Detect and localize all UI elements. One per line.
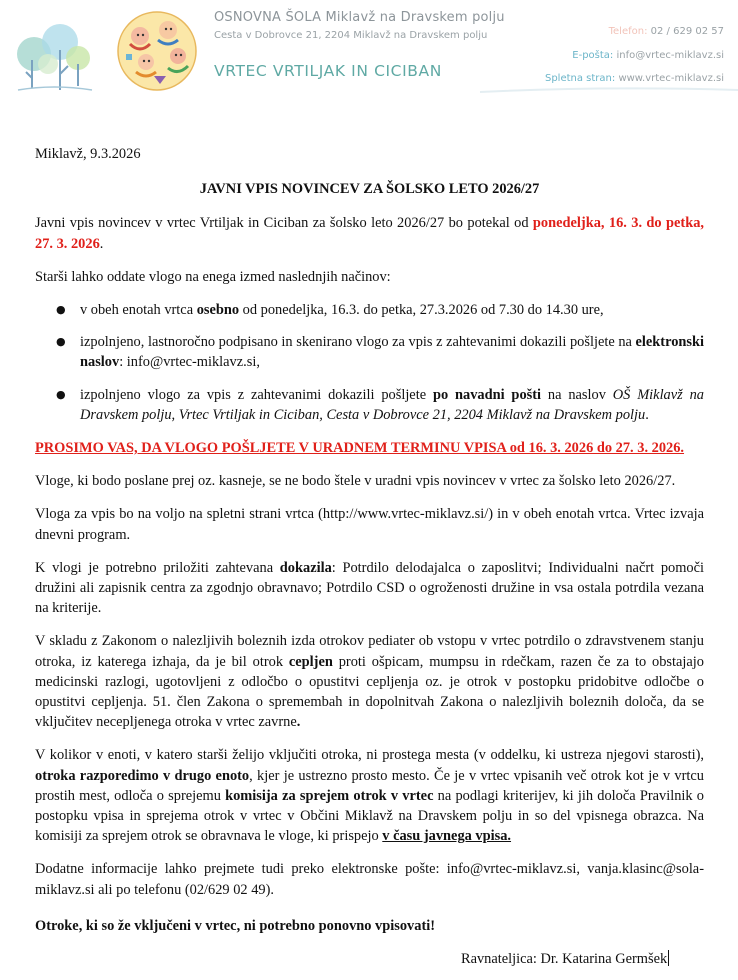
web-label: Spletna stran: — [544, 73, 616, 84]
letterhead-divider — [0, 84, 738, 96]
method-3-bold: po navadni pošti — [432, 386, 542, 403]
vaccination-end: . — [296, 714, 301, 731]
list-item — [35, 332, 704, 372]
placement-underlined: v času javnega vpisa. — [382, 828, 512, 845]
intro-text: Javni vpis novincev v vrtec Vrtiljak in Ciciban za šolsko leto 2026/27 bo potekal od — [35, 215, 533, 232]
bullet-icon: ● — [56, 303, 66, 317]
kindergarten-name: VRTEC VRTILJAK IN CICIBAN — [214, 62, 442, 80]
letter-title: JAVNI VPIS NOVINCEV ZA ŠOLSKO LETO 2026/27 — [199, 181, 540, 198]
placement-paragraph — [35, 745, 704, 846]
vaccination-paragraph — [35, 631, 704, 732]
method-3-mid: na naslov — [541, 386, 613, 403]
vaccination-bold: cepljen — [288, 653, 333, 670]
signature-text: Ravnateljica: Dr. Katarina Germšek — [461, 951, 668, 967]
attachments-rest: : Potrdilo delodajalca o zaposlitvi; Individualni načrt pomoči družini ali zapisnik centra za zgodnjo obravnavo; Potrdilo CSD o ogroženosti družine in vsa ostala potrdila vezana na kriterije. — [35, 559, 704, 617]
method-1-text: v obeh enotah vrtca — [80, 302, 197, 319]
method-1-bold: osebno — [196, 302, 240, 319]
deadline-notice-text: PROSIMO VAS, DA VLOGO POŠLJETE V URADNEM TERMINU VPISA od 16. 3. 2026 do 27. 3. 2026. — [35, 440, 685, 457]
method-2-text: izpolnjeno, lastnoročno podpisano in skenirano vlogo za vpis z zahtevanimi dokazili pošljete na — [80, 334, 636, 351]
methods-list — [35, 300, 704, 425]
attachments-paragraph — [35, 558, 704, 619]
attachments-text: K vlogi je potrebno priložiti zahtevana — [35, 559, 280, 576]
phone-value: 02 / 629 02 57 — [650, 26, 724, 37]
email-value[interactable]: info@vrtec-miklavz.si — [616, 50, 724, 61]
method-2-bold: elektronski naslov — [80, 334, 705, 371]
methods-intro: Starši lahko oddate vlogo na enega izmed naslednjih načinov: — [35, 268, 391, 285]
letterhead — [0, 0, 738, 112]
method-2-rest: : info@vrtec-miklavz.si, — [119, 354, 260, 371]
closing-note: Otroke, ki so že vključeni v vrtec, ni potrebno ponovno vpisovati! — [35, 917, 436, 934]
letter-date: Miklavž, 9.3.2026 — [35, 146, 141, 162]
intro-end: . — [99, 235, 104, 252]
placement-text: V kolikor v enoti, v katero starši želijo vključiti otroka, ni prostega mesta (v oddelku, ki ustreza njegovi starosti), — [35, 747, 704, 764]
contact-phone — [609, 26, 724, 37]
placement-bold-1: otroka razporedimo v drugo enoto — [35, 767, 250, 784]
method-3-end: . — [645, 406, 649, 423]
school-name: OSNOVNA ŠOLA Miklavž na Dravskem polju — [214, 10, 505, 25]
bullet-icon: ● — [56, 387, 66, 401]
intro-period: ponedeljka, 16. 3. do petka, 27. 3. 2026 — [35, 215, 704, 252]
phone-label: Telefon: — [608, 26, 648, 37]
email-label: E-pošta: — [572, 50, 614, 61]
vaccination-rest: proti ošpicam, mumpsu in rdečkam, razen če za to obstajajo medicinski razlogi, ugotovljeni z odločbo o opustitvi cepljenja oz. je otrok v postopku pridobitve odločbe o opustitvi cepljenja. 51. člen Zakona o spremembah in dopolnitvah Zakona o nalezljivih boleznih določa, da se vključitev necepljenega otroka v vrtec zavrne — [35, 653, 704, 731]
form-availability: Vloga za vpis bo na voljo na spletni strani vrtca (http://www.vrtec-miklavz.si/) in v obeh enotah vrtca. Vrtec izvaja dnevni program. — [35, 506, 704, 543]
vaccination-text: V skladu z Zakonom o nalezljivih boleznih izda otrokov pediater ob vstopu v vrtec potrdilo o zdravstvenem stanju otroka, iz katerega izhaja, da je bil otrok — [35, 633, 704, 670]
list-item — [35, 385, 704, 425]
method-1-rest: od ponedeljka, 16.3. do petka, 27.3.2026 od 7.30 do 14.30 ure, — [239, 302, 604, 319]
bullet-icon: ● — [56, 335, 66, 349]
contact-info: Dodatne informacije lahko prejmete tudi preko elektronske pošte: info@vrtec-miklavz.si, vanja.klasinc@sola-miklavz.si ali po telefonu (02/629 02 49). — [35, 861, 704, 898]
contact-web — [545, 73, 724, 84]
school-address: Cesta v Dobrovce 21, 2204 Miklavž na Dravskem polju — [214, 30, 488, 41]
placement-bold-2: komisija za sprejem otrok v vrtec — [225, 787, 434, 804]
kids-drawing-logo-icon — [116, 10, 198, 92]
web-value[interactable]: www.vrtec-miklavz.si — [618, 73, 724, 84]
deadline-notice — [35, 438, 704, 458]
list-item — [35, 300, 704, 320]
attachments-bold: dokazila — [279, 559, 332, 576]
signature — [461, 950, 669, 968]
placement-rest: na podlagi kriterijev, ki jih določa Pravilnik o postopku vpisa in sprejema otrok v vrtec v Občini Miklavž na Dravskem polju in so del vpisnega obrazca. Na komisiji za sprejem otrok se obravnava le vloge, ki prispejo — [35, 787, 705, 845]
method-3-text: izpolnjeno vlogo za vpis z zahtevanimi dokazili pošljete — [80, 386, 433, 403]
intro-paragraph — [35, 213, 704, 253]
letter-body — [35, 144, 704, 936]
text-cursor — [668, 950, 669, 966]
contact-email — [572, 50, 724, 61]
method-3-address: OŠ Miklavž na Dravskem polju, Vrtec Vrtiljak in Ciciban, Cesta v Dobrovce 21, 2204 Miklavž na Dravskem polju — [80, 386, 704, 423]
late-applications: Vloge, ki bodo poslane prej oz. kasneje, se ne bodo štele v uradni vpis novincev v vrtec za šolsko leto 2026/27. — [35, 473, 676, 490]
placement-mid: , kjer je ustrezno prosto mesto. Če je v vrtec vpisanih več otrok kot je v vrtcu prostih mest, odloča o sprejemu — [35, 767, 704, 804]
